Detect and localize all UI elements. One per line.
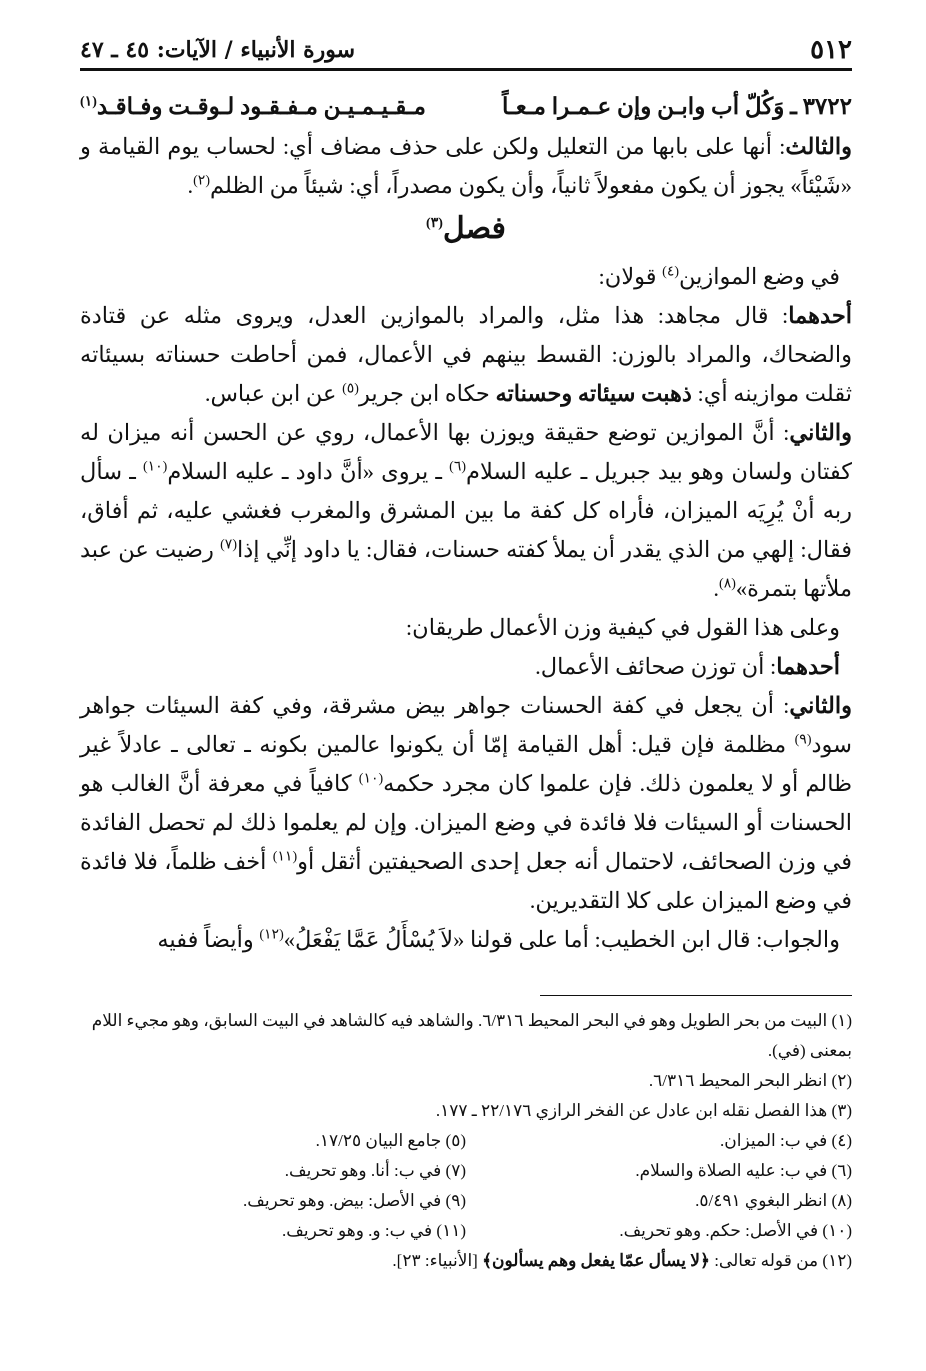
paragraph-lead: أحدهما (788, 303, 852, 328)
paragraph-text: والجواب: قال ابن الخطيب: أما على قولنا «لاَ يُسْأَلُ عَمَّا يَفْعَلُ» (283, 927, 840, 952)
footnote-ref: (٥) (342, 381, 359, 397)
paragraph-first-opinion (80, 296, 852, 413)
footnote-divider (540, 995, 852, 996)
paragraph-tail: . (187, 173, 194, 198)
footnote-3: (٣) هذا الفصل نقله ابن عادل عن الفخر الرازي ٢٢/١٧٦ ـ ١٧٧. (435, 1101, 852, 1120)
paragraph-text: أخف ظلماً، فلا فائدة في وضع الميزان على كلا التقديرين. (80, 849, 852, 913)
paragraph-text: : أنها على بابها من التعليل ولكن على حذف مضاف أي: لحساب يوم القيامة و «شَيْئاً» يجوز أن يكون مفعولاً ثانياً، وأن يكون مصدراً، أي: شيئاً من الظلم (80, 134, 852, 198)
paragraph-text: قولان: (598, 264, 663, 289)
paragraph-text: وعلى هذا القول في كيفية وزن الأعمال طريقان: (405, 615, 840, 640)
paragraph-text: عن ابن عباس. (204, 381, 343, 406)
footnote-ref: (٣) (426, 216, 443, 231)
paragraph-answer (80, 920, 852, 959)
footnote-row (80, 1156, 852, 1186)
paragraph-lead: والثاني (789, 420, 852, 445)
page-number: ٥١٢ (810, 35, 852, 64)
footnote-12-citation: [الأنبياء: ٢٣]. (392, 1251, 483, 1270)
footnote-7: (٧) في ب: أنا. وهو تحريف. (284, 1161, 466, 1180)
verse-hemistich-first-text: ٣٧٢٢ ـ وَكُلّ أب وابـن وإن عـمـرا مـعـاً (502, 94, 852, 119)
section-heading (80, 207, 852, 251)
footnote-9: (٩) في الأصل: بيض. وهو تحريف. (242, 1191, 466, 1210)
footnote-ref: (٧) (220, 537, 237, 553)
footnotes (80, 1006, 852, 1276)
verse-hemistich-first (466, 89, 852, 125)
footnote-row (80, 1186, 852, 1216)
footnote-ref: (١٢) (259, 927, 284, 943)
paragraph-text: حكاه ابن جرير (358, 381, 496, 406)
paragraph-second-opinion (80, 413, 852, 608)
footnote-row (80, 1126, 852, 1156)
footnote-5: (٥) جامع البيان ١٧/٢٥. (315, 1131, 466, 1150)
paragraph-way-one (80, 647, 852, 686)
footnote-ref: (١) (80, 94, 97, 110)
footnote-ref: (١٠) (142, 459, 168, 475)
footnote-ref: (٩) (794, 732, 812, 748)
footnote-row (80, 1216, 852, 1246)
footnote-ref: (١٠) (358, 771, 384, 787)
section-title-text: فصل (442, 212, 506, 245)
footnote-6: (٦) في ب: عليه الصلاة والسلام. (635, 1161, 852, 1180)
footnote-1: (١) البيت من بحر الطويل وهو في البحر المحيط ٦/٣١٦. والشاهد فيه كالشاهد في البيت السابق، وهو مجيء اللام بمعنى (في). (91, 1011, 852, 1060)
paragraph-text: : أن يجعل في كفة الحسنات جواهر بيض مشرقة، وفي كفة السيئات جواهر سود (80, 693, 852, 757)
paragraph-text: مظلمة فإن قيل: أهل القيامة إمّا أن يكونوا عالمين بكونه ـ تعالى ـ عادلاً غير ظالم أو لا يعلمون ذلك. فإن علموا كان مجرد حكمه (80, 732, 852, 796)
paragraph-intro (80, 257, 852, 296)
footnote-12-text: (١٢) من قوله تعالى: (709, 1251, 852, 1270)
verse-hemistich-second (80, 89, 466, 125)
paragraph-text: : قال مجاهد: هذا مثل، والمراد بالموازين العدل، ويروى مثله عن قتادة والضحاك، والمراد بالوزن: القسط بينهم في الأعمال، فمن أحاطت حسناته بسيئاته ثقلت موازينه أي: (80, 303, 852, 406)
footnote-ref: (٦) (449, 459, 467, 475)
paragraph-text: وأيضاً ففيه (157, 927, 260, 952)
footnote-ref: (٤) (662, 264, 680, 280)
paragraph-text: كافياً في معرفة أنَّ الغالب هو الحسنات أو السيئات فلا فائدة في وضع الميزان. وإن لم يعلموا ذلك لم تحصل الفائدة في وزن الصحائف، لاحتمال أنه جعل إحدى الصحيفتين أثقل أو (80, 771, 852, 874)
paragraph-tail: . (713, 576, 720, 601)
paragraph-text: في وضع الموازين (679, 264, 840, 289)
paragraph-text: : أن توزن صحائف الأعمال. (535, 654, 777, 679)
footnote-8: (٨) انظر البغوي ٥/٤٩١. (695, 1191, 852, 1210)
footnote-11: (١١) في ب: و. وهو تحريف. (282, 1221, 466, 1240)
footnote-12 (80, 1246, 852, 1276)
paragraph-lead: والثاني (789, 693, 852, 718)
paragraph-text: ـ سأل ربه أنْ يُرِيَه الميزان، فأراه كل كفة ما بين المشرق والمغرب فغشي عليه، ثم أفاق، فقال: إلهي من الذي يقدر أن يملأ كفته حسنات، فقال: يا داود إنِّي إذا (80, 459, 852, 562)
quran-quote: ﴿لا يسأل عمّا يفعل وهم يسألون﴾ (482, 1251, 710, 1270)
running-header (80, 34, 852, 71)
running-title: سورة الأنبياء / الآيات: ٤٥ ـ ٤٧ (80, 37, 356, 63)
paragraph-two-ways (80, 608, 852, 647)
paragraph-emphasis: ذهبت سيئاته وحسناته (495, 381, 692, 406)
paragraph-text: رضيت عن عبد ملأتها بتمرة» (80, 537, 852, 601)
footnote-2: (٢) انظر البحر المحيط ٦/٣١٦. (648, 1071, 852, 1090)
footnote-ref: (١١) (272, 849, 298, 865)
verse-hemistich-second-text: مـقـيـمـيـن مـفـقـود لـوقـت وفـاقـد (96, 94, 426, 119)
footnote-4: (٤) في ب: الميزان. (720, 1131, 852, 1150)
paragraph-lead: والثالث (785, 134, 852, 159)
main-text (80, 89, 852, 959)
paragraph-text: ـ يروى «أنَّ داود ـ عليه السلام (167, 459, 450, 484)
footnote-ref: (٨) (719, 576, 736, 592)
paragraph-text: : أنَّ الموازين توضع حقيقة ويوزن بها الأعمال، روي عن الحسن أنه ميزان له كفتان ولسان وهو بيد جبريل ـ عليه السلام (80, 420, 853, 484)
poetry-verse (80, 89, 852, 125)
paragraph-way-two (80, 686, 852, 920)
footnote-10: (١٠) في الأصل: حكم. وهو تحريف. (619, 1221, 852, 1240)
paragraph-third-opinion (80, 127, 852, 205)
paragraph-lead: أحدهما (776, 654, 840, 679)
footnote-ref: (٢) (193, 173, 210, 189)
